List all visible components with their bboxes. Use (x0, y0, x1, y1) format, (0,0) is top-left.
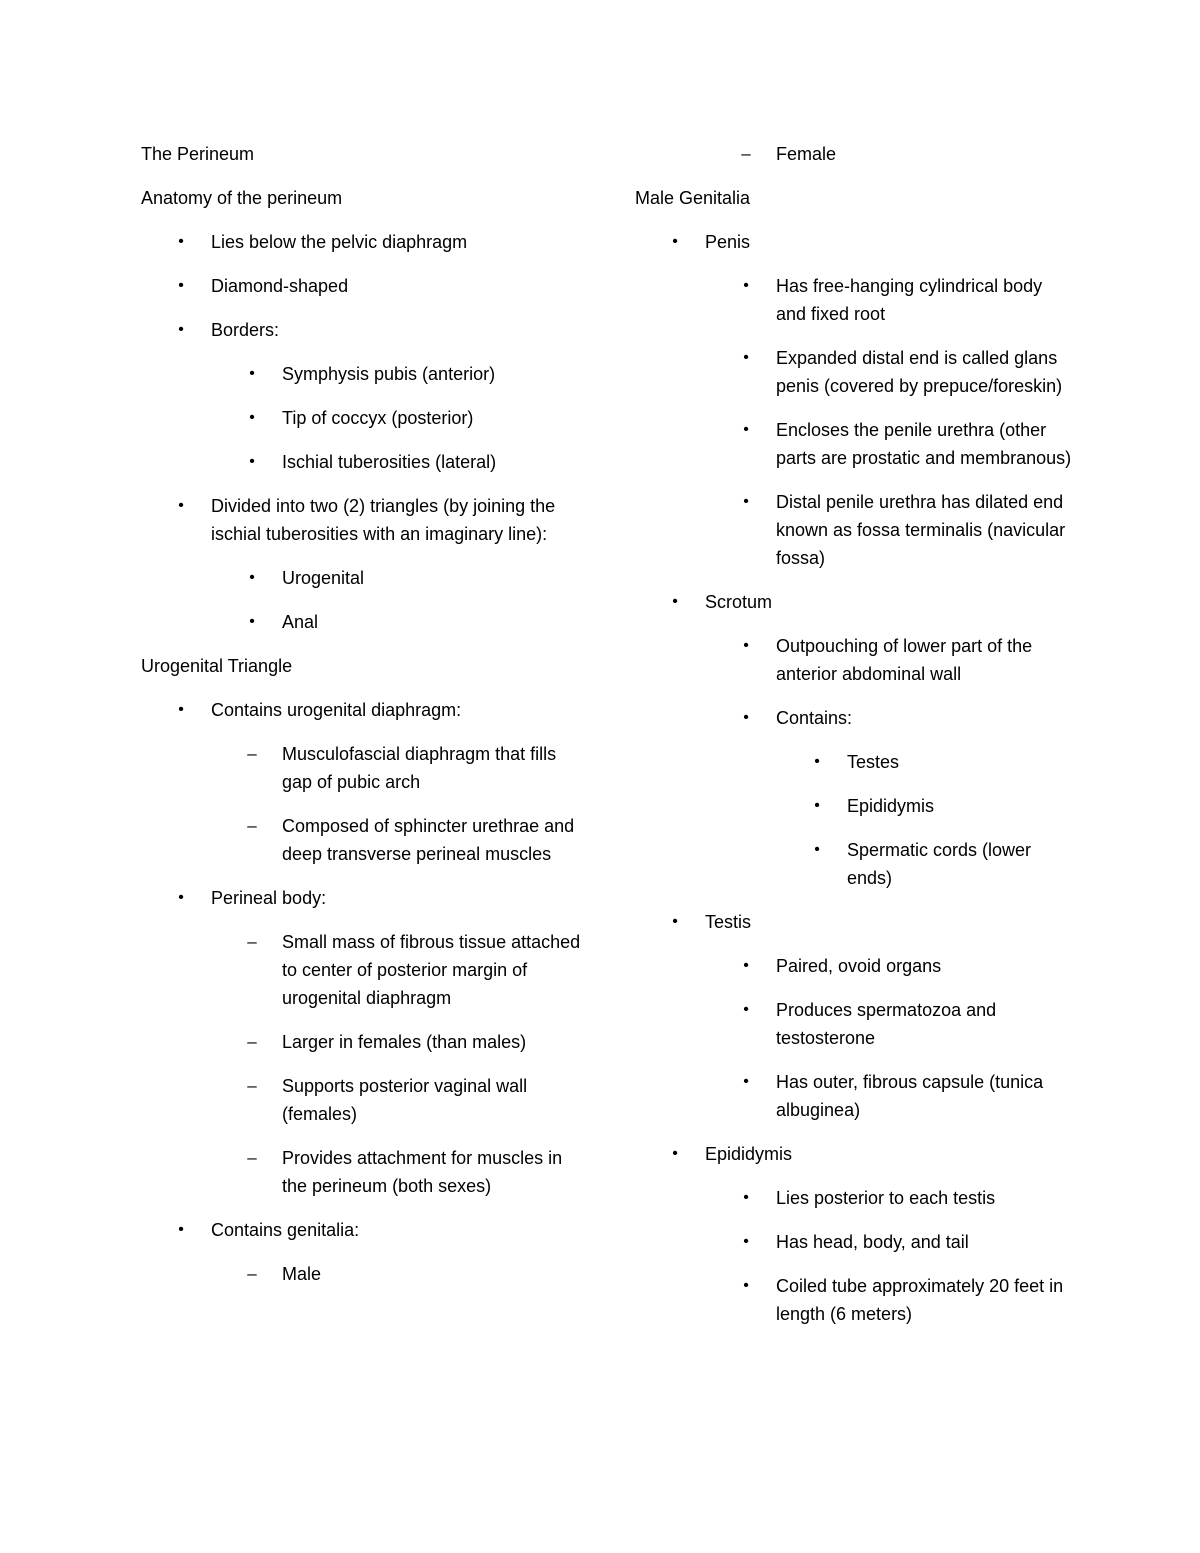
bullet-marker: • (814, 753, 820, 770)
item-text: Testis (705, 912, 752, 932)
item-text: Distal penile urethra has dilated end known as fossa terminalis (navicular fossa) (776, 492, 1066, 568)
bullet-item-level-1 (141, 316, 581, 344)
item-text: Epididymis (705, 1144, 793, 1164)
bullet-marker: • (178, 277, 184, 294)
bullet-item-level-2 (635, 1184, 1075, 1212)
bullet-item-level-1 (141, 228, 581, 256)
item-text: Divided into two (2) triangles (by joining the ischial tuberosities with an imaginary line): (211, 496, 556, 544)
item-text: Composed of sphincter urethrae and deep transverse perineal muscles (282, 816, 575, 864)
bullet-marker: • (178, 497, 184, 514)
right-column (635, 140, 1075, 1344)
item-text: Urogenital (282, 568, 365, 588)
item-text: Lies posterior to each testis (776, 1188, 996, 1208)
item-text: Coiled tube approximately 20 feet in length (6 meters) (776, 1276, 1064, 1324)
section-heading (141, 140, 581, 168)
bullet-marker: • (743, 349, 749, 366)
item-text: Female (776, 144, 837, 164)
dash-item-level-2 (141, 1072, 581, 1128)
item-text: Larger in females (than males) (282, 1032, 527, 1052)
bullet-item-level-3 (635, 748, 1075, 776)
bullet-item-level-1 (141, 272, 581, 300)
bullet-item-level-1 (635, 588, 1075, 616)
dash-item-level-2 (141, 1144, 581, 1200)
bullet-marker: • (814, 797, 820, 814)
bullet-item-level-2 (141, 564, 581, 592)
dash-item-level-2 (635, 140, 1075, 168)
dash-item-level-2 (141, 1028, 581, 1056)
bullet-item-level-2 (141, 608, 581, 636)
item-text: Lies below the pelvic diaphragm (211, 232, 468, 252)
bullet-marker: • (672, 1145, 678, 1162)
bullet-marker: • (743, 1189, 749, 1206)
bullet-marker: • (743, 1233, 749, 1250)
bullet-marker: • (743, 709, 749, 726)
bullet-item-level-1 (635, 1140, 1075, 1168)
item-text: Has free-hanging cylindrical body and fixed root (776, 276, 1043, 324)
bullet-item-level-1 (141, 696, 581, 724)
item-text: Musculofascial diaphragm that fills gap of pubic arch (282, 744, 557, 792)
bullet-item-level-2 (635, 632, 1075, 688)
bullet-marker: • (178, 233, 184, 250)
section-heading (141, 652, 581, 680)
bullet-item-level-1 (635, 228, 1075, 256)
dash-marker: – (247, 744, 257, 763)
item-text: Contains genitalia: (211, 1220, 360, 1240)
bullet-item-level-1 (141, 492, 581, 548)
heading-text: Anatomy of the perineum (141, 188, 343, 208)
item-text: Expanded distal end is called glans penis (covered by prepuce/foreskin) (776, 348, 1063, 396)
dash-marker: – (247, 1148, 257, 1167)
heading-text: The Perineum (141, 144, 255, 164)
item-text: Male (282, 1264, 322, 1284)
bullet-item-level-2 (635, 1228, 1075, 1256)
heading-text: Urogenital Triangle (141, 656, 293, 676)
bullet-item-level-2 (635, 996, 1075, 1052)
bullet-marker: • (672, 913, 678, 930)
dash-item-level-2 (141, 928, 581, 1012)
bullet-item-level-1 (141, 1216, 581, 1244)
item-text: Contains urogenital diaphragm: (211, 700, 462, 720)
bullet-item-level-2 (141, 404, 581, 432)
bullet-item-level-2 (141, 360, 581, 388)
bullet-item-level-2 (635, 272, 1075, 328)
bullet-marker: • (814, 841, 820, 858)
dash-marker: – (247, 1076, 257, 1095)
bullet-marker: • (743, 421, 749, 438)
item-text: Perineal body: (211, 888, 327, 908)
bullet-marker: • (178, 701, 184, 718)
bullet-marker: • (743, 1277, 749, 1294)
left-column (141, 140, 581, 1304)
item-text: Produces spermatozoa and testosterone (776, 1000, 997, 1048)
item-text: Supports posterior vaginal wall (females) (282, 1076, 528, 1124)
bullet-item-level-2 (635, 704, 1075, 732)
item-text: Diamond-shaped (211, 276, 349, 296)
bullet-marker: • (249, 365, 255, 382)
bullet-marker: • (743, 637, 749, 654)
bullet-item-level-2 (635, 488, 1075, 572)
item-text: Anal (282, 612, 319, 632)
item-text: Tip of coccyx (posterior) (282, 408, 474, 428)
bullet-marker: • (178, 1221, 184, 1238)
bullet-marker: • (249, 613, 255, 630)
item-text: Has head, body, and tail (776, 1232, 969, 1252)
bullet-marker: • (178, 321, 184, 338)
item-text: Small mass of fibrous tissue attached to center of posterior margin of urogenital diaphragm (282, 932, 581, 1008)
heading-text: Male Genitalia (635, 188, 751, 208)
dash-marker: – (247, 932, 257, 951)
bullet-marker: • (743, 493, 749, 510)
dash-item-level-2 (141, 812, 581, 868)
bullet-marker: • (672, 233, 678, 250)
item-text: Symphysis pubis (anterior) (282, 364, 496, 384)
bullet-marker: • (743, 1001, 749, 1018)
item-text: Paired, ovoid organs (776, 956, 942, 976)
section-heading (635, 184, 1075, 212)
item-text: Ischial tuberosities (lateral) (282, 452, 497, 472)
bullet-item-level-3 (635, 792, 1075, 820)
bullet-marker: • (743, 277, 749, 294)
item-text: Contains: (776, 708, 853, 728)
bullet-item-level-2 (635, 1068, 1075, 1124)
bullet-marker: • (249, 409, 255, 426)
item-text: Outpouching of lower part of the anterior abdominal wall (776, 636, 1033, 684)
item-text: Borders: (211, 320, 280, 340)
item-text: Spermatic cords (lower ends) (847, 840, 1032, 888)
item-text: Provides attachment for muscles in the perineum (both sexes) (282, 1148, 563, 1196)
bullet-item-level-2 (141, 448, 581, 476)
dash-item-level-2 (141, 1260, 581, 1288)
dash-marker: – (247, 1264, 257, 1283)
bullet-marker: • (743, 1073, 749, 1090)
item-text: Penis (705, 232, 751, 252)
bullet-marker: • (672, 593, 678, 610)
dash-item-level-2 (141, 740, 581, 796)
bullet-item-level-2 (635, 1272, 1075, 1328)
bullet-marker: • (249, 569, 255, 586)
bullet-marker: • (249, 453, 255, 470)
bullet-item-level-2 (635, 344, 1075, 400)
bullet-item-level-2 (635, 416, 1075, 472)
dash-marker: – (247, 816, 257, 835)
item-text: Testes (847, 752, 900, 772)
bullet-item-level-1 (141, 884, 581, 912)
bullet-item-level-3 (635, 836, 1075, 892)
bullet-item-level-1 (635, 908, 1075, 936)
item-text: Has outer, fibrous capsule (tunica albuginea) (776, 1072, 1044, 1120)
item-text: Encloses the penile urethra (other parts are prostatic and membranous) (776, 420, 1072, 468)
section-heading (141, 184, 581, 212)
item-text: Scrotum (705, 592, 773, 612)
item-text: Epididymis (847, 796, 935, 816)
bullet-marker: • (178, 889, 184, 906)
dash-marker: – (741, 144, 751, 163)
dash-marker: – (247, 1032, 257, 1051)
bullet-item-level-2 (635, 952, 1075, 980)
bullet-marker: • (743, 957, 749, 974)
